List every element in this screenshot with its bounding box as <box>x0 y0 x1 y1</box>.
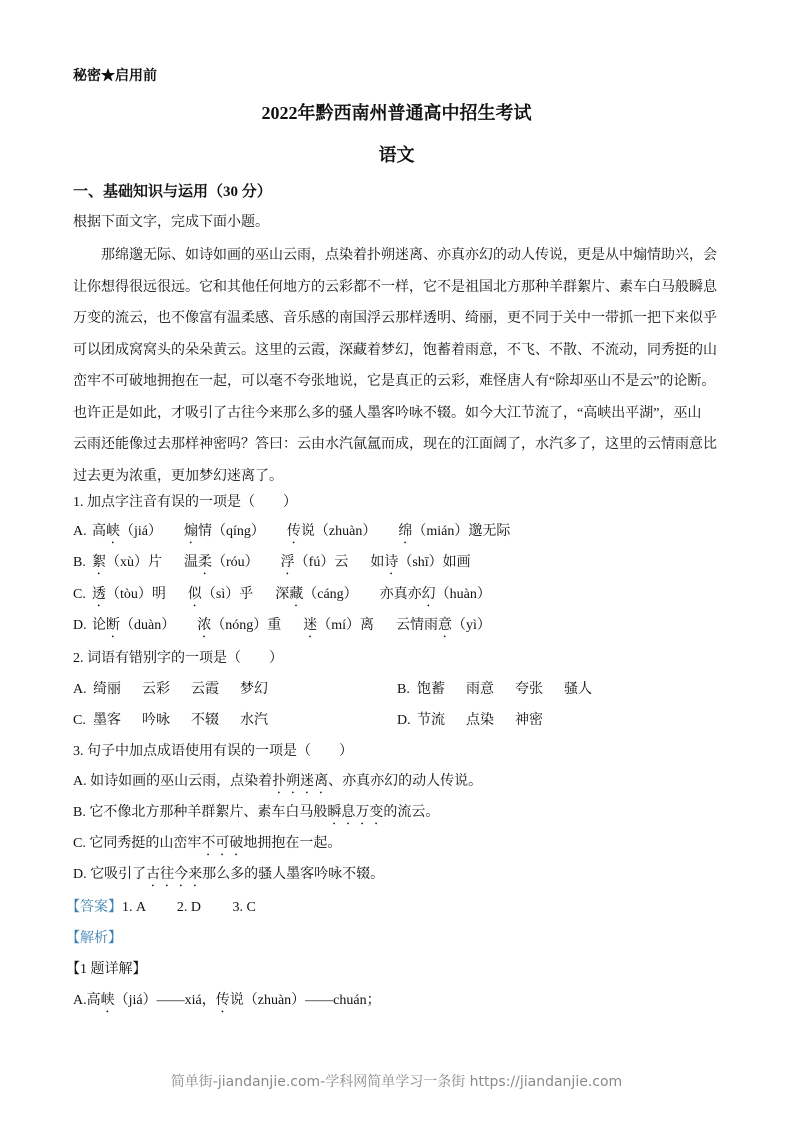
text: 的流云。 <box>383 805 440 820</box>
option-item <box>92 554 162 578</box>
option-row <box>73 586 513 610</box>
emphasized-text: 峡 <box>106 524 120 539</box>
text: （jiá）——xiá， <box>114 993 216 1008</box>
option-item <box>92 586 166 610</box>
text: （róu） <box>212 555 259 570</box>
emphasized-text: 迷 <box>303 618 318 633</box>
option-word: 神密 <box>515 713 543 728</box>
text: 如 <box>370 555 385 570</box>
instruction: 根据下面文字，完成下面小题。 <box>73 215 269 230</box>
option-word: 云霞 <box>191 682 219 697</box>
option-item <box>380 586 491 610</box>
passage-line: 可以团成窝窝头的朵朵黄云。这里的云霞，深藏着梦幻，饱蓄着雨意，不飞、不散、不流动，同秀挺的山 <box>73 342 717 358</box>
option-label: B. <box>397 682 410 697</box>
passage-line: 万变的流云，也不像富有温柔感、音乐感的南国浮云那样透明、绮丽，更不同于关中一带抓一把下来似乎 <box>73 311 717 326</box>
text: （cáng） <box>303 587 358 602</box>
text: 那么多的骚人墨客吟咏不辍。 <box>202 867 385 882</box>
option-item <box>184 523 265 547</box>
emphasized-text: 断 <box>106 618 120 633</box>
emphasized-text: 絮 <box>92 555 106 570</box>
section-heading: 一、基础知识与运用（30 分） <box>73 184 272 200</box>
text: （yì） <box>452 618 491 633</box>
text: （xù）片 <box>106 555 162 570</box>
emphasized-text: 古往今来 <box>146 867 203 882</box>
option-item <box>287 523 376 547</box>
option-word: 云彩 <box>142 682 170 697</box>
option-item <box>275 586 357 610</box>
option-item <box>398 523 510 547</box>
option-word: 绮丽 <box>93 682 121 697</box>
option-label: D. <box>397 713 411 728</box>
option-item <box>303 617 374 641</box>
emphasized-text: 不可破 <box>201 836 244 851</box>
text: 说（zhuàn） <box>300 524 377 539</box>
emphasized-text: 幻 <box>421 587 436 602</box>
option-word: 吟咏 <box>142 713 170 728</box>
option-row <box>73 617 513 641</box>
emphasized-text: 浮 <box>280 555 295 570</box>
text: （jiá） <box>120 524 162 539</box>
option-item <box>92 523 162 547</box>
option-item <box>281 554 349 578</box>
text: 论 <box>92 618 106 633</box>
option-item <box>197 617 281 641</box>
exam-title: 2022年黔西南州普通高中招生考试 <box>261 103 532 123</box>
text: （huàn） <box>435 587 491 602</box>
text: 地拥抱在一起。 <box>243 836 342 851</box>
text: （tòu）明 <box>106 587 166 602</box>
passage <box>73 240 763 492</box>
emphasized-text: 透 <box>92 587 106 602</box>
emphasized-text: 浓 <box>197 618 212 633</box>
answer-values: 1. A 2. D 3. C <box>122 900 256 915</box>
emphasized-text: 传 <box>215 993 230 1008</box>
emphasized-text: 煽 <box>184 524 198 539</box>
option-item <box>92 617 175 641</box>
text: D. 它吸引了 <box>73 867 147 882</box>
text: A.高 <box>73 993 101 1008</box>
text: 亦真亦 <box>379 587 422 602</box>
text: 、亦真亦幻的动人传说。 <box>328 774 483 789</box>
emphasized-text: 柔 <box>198 555 212 570</box>
footer-watermark: 简单街-jiandanjie.com-学科网简单学习一条街 https://jiandanjie.com <box>170 1074 623 1090</box>
passage-line: 峦牢不可破地拥抱在一起，可以毫不夸张地说，它是真正的云彩，难怪唐人有“除却巫山不是云”的论断。 <box>73 374 716 389</box>
option-label: C. <box>73 587 86 602</box>
emphasized-text: 瞬息万变 <box>327 805 384 820</box>
passage-line: 那绵邈无际、如诗如画的巫山云雨，点染着扑朔迷离、亦真亦幻的动人传说，更是从中煽情助兴，会 <box>73 248 717 263</box>
text: （duàn） <box>120 618 176 633</box>
option-sentence <box>73 866 384 890</box>
text: 云情雨 <box>396 618 438 633</box>
option-item <box>370 554 470 578</box>
question-3-stem: 3. 句子中加点成语使用有误的一项是（ ） <box>73 744 353 759</box>
text: 说（zhuàn）——chuán； <box>229 993 381 1008</box>
analysis-label: 【解析】 <box>66 931 122 946</box>
answer-label: 【答案】 <box>66 900 122 915</box>
option-row <box>73 554 493 578</box>
option-word: 夸张 <box>515 682 543 697</box>
option-label: B. <box>73 555 86 570</box>
option-sentence <box>73 804 439 828</box>
emphasized-text: 似 <box>187 587 202 602</box>
option-word: 点染 <box>466 713 494 728</box>
secret-label: 秘密★启用前 <box>73 69 157 84</box>
passage-line: 云雨还能像过去那样神密吗？答曰：云由水汽氤氲而成，现在的江面阔了，水汽多了，这里的云情雨意比 <box>73 437 717 452</box>
option-label: A. <box>73 524 87 539</box>
text: C. 它同秀挺的山峦牢 <box>73 836 202 851</box>
answer-row <box>66 899 256 917</box>
text: 深 <box>275 587 290 602</box>
text: （nóng）重 <box>211 618 282 633</box>
text: （mí）离 <box>317 618 374 633</box>
option-word: 不辍 <box>191 713 219 728</box>
option-word: 节流 <box>417 713 445 728</box>
question-2-stem: 2. 词语有错别字的一项是（ ） <box>73 651 283 666</box>
passage-line: 也许正是如此，才吸引了古往今来那么多的骚人墨客吟咏不辍。如今大江节流了，“高峡出平湖”，巫山 <box>73 405 702 421</box>
text: （mián）邈无际 <box>412 524 511 539</box>
option-word: 梦幻 <box>240 682 268 697</box>
option-sentence <box>73 773 482 797</box>
option-word: 饱蓄 <box>417 682 445 697</box>
text: 高 <box>92 524 106 539</box>
text: （fú）云 <box>294 555 349 570</box>
option-word: 水汽 <box>240 713 268 728</box>
detail-line <box>73 992 381 1016</box>
detail-heading: 【1 题详解】 <box>66 962 147 977</box>
subject-title: 语文 <box>378 145 415 165</box>
option-word: 骚人 <box>564 682 592 697</box>
emphasized-text: 意 <box>438 618 452 633</box>
option-item <box>188 586 253 610</box>
passage-line: 让你想得很远很远。它和其他任何地方的云彩都不一样，它不是祖国北方那种羊群絮片、素车白马般瞬息 <box>73 279 717 295</box>
option-word: 墨客 <box>93 713 121 728</box>
option-sentence <box>73 835 341 859</box>
option-label: C. <box>73 713 86 728</box>
text: B. 它不像北方那种羊群絮片、素车白马般 <box>73 805 328 820</box>
text: 情（qíng） <box>198 524 265 539</box>
option-item <box>396 617 491 641</box>
option-item <box>184 554 259 578</box>
emphasized-text: 传 <box>286 524 301 539</box>
emphasized-text: 诗 <box>384 555 399 570</box>
emphasized-text: 绵 <box>398 524 413 539</box>
emphasized-text: 藏 <box>289 587 304 602</box>
emphasized-text: 扑朔迷离 <box>272 774 329 789</box>
passage-line: 过去更为浓重，更加梦幻迷离了。 <box>73 468 283 484</box>
option-word: 雨意 <box>466 682 494 697</box>
text: （shī）如画 <box>398 555 471 570</box>
text: 温 <box>184 555 198 570</box>
option-label: D. <box>73 618 87 633</box>
text: （sì）乎 <box>201 587 254 602</box>
option-label: A. <box>73 682 87 697</box>
option-row <box>73 523 532 547</box>
emphasized-text: 峡 <box>100 993 115 1008</box>
question-1-stem: 1. 加点字注音有误的一项是（ ） <box>73 495 297 510</box>
text: A. 如诗如画的巫山云雨，点染着 <box>73 774 273 789</box>
